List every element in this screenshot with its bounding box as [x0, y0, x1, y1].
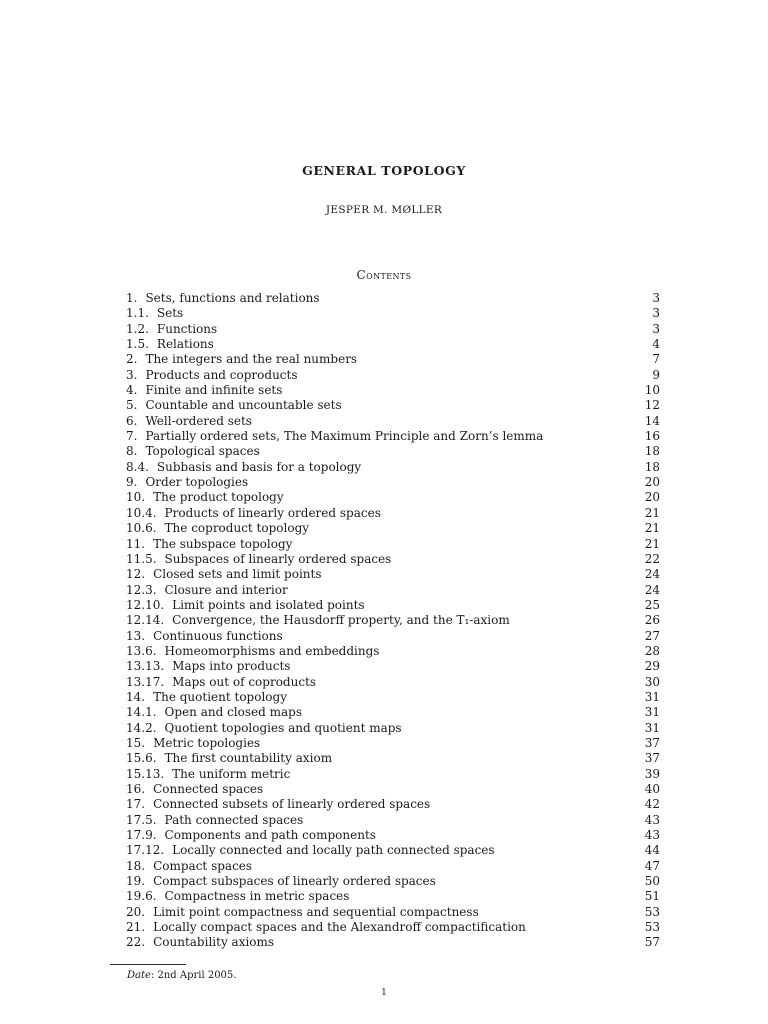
toc-entry-number: 11.	[126, 536, 146, 551]
toc-entry-heading	[126, 583, 288, 598]
toc-entry-title: Compact subspaces of linearly ordered spaces	[153, 874, 436, 889]
toc-entry-number: 10.6.	[126, 521, 157, 536]
toc-entry[interactable]	[126, 629, 660, 644]
footnote	[127, 970, 236, 981]
toc-entry-page: 3	[652, 306, 660, 321]
toc-entry-title: The product topology	[153, 490, 284, 505]
toc-entry-title: Partially ordered sets, The Maximum Principle and Zorn’s lemma	[145, 429, 544, 444]
toc-entry-heading	[126, 490, 284, 505]
toc-entry-heading	[126, 782, 263, 797]
toc-entry-title: Compactness in metric spaces	[164, 889, 350, 904]
toc-entry-number: 10.4.	[126, 505, 157, 520]
toc-entry-page: 30	[644, 674, 660, 689]
toc-entry-number: 12.10.	[126, 597, 165, 612]
toc-entry-number: 7.	[126, 429, 138, 444]
toc-entry[interactable]	[126, 659, 660, 674]
toc-entry-number: 19.	[126, 874, 146, 889]
table-of-contents	[126, 291, 660, 951]
toc-entry-title: Countability axioms	[153, 935, 275, 950]
toc-entry-heading	[126, 874, 436, 889]
toc-entry[interactable]	[126, 843, 660, 858]
toc-entry-heading	[126, 797, 430, 812]
toc-entry[interactable]	[126, 521, 660, 536]
toc-entry-title: Path connected spaces	[164, 812, 304, 827]
toc-entry[interactable]	[126, 736, 660, 751]
toc-entry-page: 42	[644, 797, 660, 812]
toc-entry-number: 4.	[126, 383, 138, 398]
toc-entry-number: 2.	[126, 352, 138, 367]
toc-entry-page: 21	[644, 536, 660, 551]
toc-entry-page: 53	[644, 904, 660, 919]
toc-entry-title: Well-ordered sets	[145, 413, 252, 428]
toc-entry-page: 29	[644, 659, 660, 674]
toc-entry-page: 25	[644, 597, 660, 612]
toc-entry-heading	[126, 337, 214, 352]
toc-entry-page: 14	[644, 413, 660, 428]
toc-entry-page: 31	[644, 705, 660, 720]
toc-entry-page: 3	[652, 321, 660, 336]
toc-entry-number: 12.14.	[126, 613, 165, 628]
toc-entry-page: 20	[644, 490, 660, 505]
toc-entry[interactable]	[126, 721, 660, 736]
toc-entry-title: Homeomorphisms and embeddings	[164, 643, 380, 658]
toc-entry-page: 12	[644, 398, 660, 413]
toc-entry-title: Order topologies	[145, 475, 249, 490]
author-name: JESPER M. MØLLER	[325, 204, 443, 216]
toc-entry[interactable]	[126, 337, 660, 352]
toc-entry-title: Products of linearly ordered spaces	[164, 505, 381, 520]
toc-entry-title: Topological spaces	[145, 444, 260, 459]
toc-entry-heading	[126, 537, 292, 552]
toc-entry[interactable]	[126, 874, 660, 889]
toc-entry-heading	[126, 352, 357, 367]
toc-entry-number: 1.	[126, 291, 138, 305]
toc-entry-title: The coproduct topology	[164, 521, 310, 536]
toc-entry-number: 15.6.	[126, 751, 157, 766]
toc-entry-page: 43	[644, 828, 660, 843]
toc-entry-heading	[126, 567, 322, 582]
toc-entry-number: 13.	[126, 628, 146, 643]
toc-entry-heading	[126, 306, 183, 321]
toc-entry-heading	[126, 721, 402, 736]
toc-entry-heading	[126, 644, 379, 659]
toc-entry[interactable]	[126, 690, 660, 705]
toc-entry-page: 22	[644, 551, 660, 566]
toc-entry[interactable]	[126, 644, 660, 659]
toc-entry[interactable]	[126, 613, 660, 628]
toc-entry-title: Metric topologies	[153, 735, 261, 750]
toc-entry-page: 31	[644, 720, 660, 735]
toc-entry-number: 17.9.	[126, 828, 157, 843]
toc-entry-title: Relations	[156, 337, 214, 352]
toc-entry-number: 1.5.	[126, 337, 149, 352]
toc-entry-heading	[126, 629, 283, 644]
toc-entry-number: 21.	[126, 920, 146, 935]
toc-entry-page: 24	[644, 567, 660, 582]
toc-entry-page: 28	[644, 643, 660, 658]
toc-entry-number: 11.5.	[126, 551, 157, 566]
toc-entry-heading	[126, 813, 303, 828]
toc-entry-number: 13.6.	[126, 643, 157, 658]
toc-entry-heading	[126, 705, 302, 720]
toc-entry[interactable]	[126, 322, 660, 337]
toc-entry-title: Closure and interior	[164, 582, 288, 597]
toc-entry-title: The integers and the real numbers	[145, 352, 358, 367]
toc-entry-heading	[126, 521, 309, 536]
document-title: GENERAL TOPOLOGY	[302, 163, 466, 178]
toc-entry-title: Limit points and isolated points	[172, 597, 365, 612]
toc-entry-number: 8.	[126, 444, 138, 459]
toc-entry-heading	[126, 843, 495, 858]
toc-entry-title: Countable and uncountable sets	[145, 398, 342, 413]
toc-entry-title: Connected spaces	[153, 782, 264, 796]
toc-entry[interactable]	[126, 398, 660, 413]
toc-entry[interactable]	[126, 782, 660, 797]
toc-entry-page: 10	[644, 383, 660, 398]
toc-entry-page: 40	[644, 782, 660, 796]
toc-entry-title: Functions	[156, 321, 218, 336]
toc-entry-page: 3	[652, 291, 660, 305]
toc-entry[interactable]	[126, 583, 660, 598]
toc-entry-page: 24	[644, 582, 660, 597]
toc-entry-heading	[126, 935, 274, 950]
toc-entry-heading	[126, 398, 342, 413]
toc-entry-number: 15.13.	[126, 766, 165, 781]
footnote-rule	[110, 964, 186, 965]
toc-entry-page: 21	[644, 505, 660, 520]
toc-entry-heading	[126, 460, 361, 475]
toc-entry[interactable]	[126, 444, 660, 459]
toc-entry-page: 31	[644, 689, 660, 704]
toc-entry-heading	[126, 828, 376, 843]
toc-entry-number: 1.2.	[126, 321, 149, 336]
toc-entry-title: Maps out of coproducts	[172, 674, 317, 689]
toc-entry[interactable]	[126, 475, 660, 490]
toc-entry-number: 1.1.	[126, 306, 149, 321]
toc-entry-heading	[126, 552, 391, 567]
toc-entry[interactable]	[126, 935, 660, 950]
toc-entry-heading	[126, 414, 252, 429]
toc-entry-title: Maps into products	[172, 659, 291, 674]
toc-entry-page: 47	[644, 858, 660, 873]
toc-entry-number: 10.	[126, 490, 146, 505]
toc-entry-heading	[126, 751, 332, 766]
toc-entry-heading	[126, 920, 526, 935]
toc-entry[interactable]	[126, 813, 660, 828]
toc-entry[interactable]	[126, 889, 660, 904]
toc-entry-page: 50	[644, 874, 660, 889]
toc-entry-number: 20.	[126, 904, 146, 919]
footnote-text: : 2nd April 2005.	[150, 970, 237, 981]
toc-entry-number: 9.	[126, 475, 138, 490]
toc-entry-heading	[126, 506, 381, 521]
toc-entry-heading	[126, 690, 287, 705]
toc-entry-number: 19.6.	[126, 889, 157, 904]
toc-entry-title: Open and closed maps	[164, 705, 303, 720]
toc-entry-title: Products and coproducts	[145, 367, 298, 382]
toc-entry-number: 8.4.	[126, 459, 149, 474]
page-number: 1	[381, 988, 387, 998]
toc-entry[interactable]	[126, 705, 660, 720]
toc-entry-title: Finite and infinite sets	[145, 383, 283, 398]
toc-entry-heading	[126, 598, 365, 613]
toc-entry-number: 17.	[126, 797, 146, 812]
toc-entry-number: 15.	[126, 735, 146, 750]
toc-entry-page: 44	[644, 843, 660, 858]
toc-entry-number: 18.	[126, 858, 146, 873]
toc-entry-title: Locally compact spaces and the Alexandroff compactification	[153, 920, 526, 935]
toc-entry-number: 12.	[126, 567, 146, 582]
toc-entry-number: 5.	[126, 398, 138, 413]
toc-entry-page: 43	[644, 812, 660, 827]
toc-entry-page: 9	[652, 367, 660, 382]
toc-entry-heading	[126, 736, 260, 751]
toc-entry-title: Sets	[156, 306, 184, 321]
toc-entry[interactable]	[126, 368, 660, 383]
toc-entry-title: Compact spaces	[153, 858, 253, 873]
toc-entry-heading	[126, 368, 298, 383]
toc-entry-title: The uniform metric	[172, 766, 291, 781]
toc-entry[interactable]	[126, 460, 660, 475]
toc-entry-page: 7	[652, 352, 660, 367]
toc-entry-page: 53	[644, 920, 660, 935]
toc-entry-title: Quotient topologies and quotient maps	[164, 720, 402, 735]
toc-entry-number: 12.3.	[126, 582, 157, 597]
toc-entry-title: Subbasis and basis for a topology	[156, 459, 362, 474]
toc-entry-title: Convergence, the Hausdorff property, and the T₁-axiom	[172, 613, 510, 628]
toc-entry[interactable]	[126, 859, 660, 874]
toc-entry[interactable]	[126, 828, 660, 843]
toc-entry[interactable]	[126, 506, 660, 521]
toc-entry-number: 13.17.	[126, 674, 165, 689]
toc-entry-number: 17.5.	[126, 812, 157, 827]
toc-entry[interactable]	[126, 383, 660, 398]
toc-entry[interactable]	[126, 352, 660, 367]
toc-entry-heading	[126, 383, 282, 398]
toc-entry-title: Continuous functions	[153, 628, 283, 643]
toc-entry-title: Components and path components	[164, 828, 376, 843]
toc-entry[interactable]	[126, 291, 660, 306]
toc-entry-number: 6.	[126, 413, 138, 428]
toc-entry[interactable]	[126, 675, 660, 690]
toc-entry-heading	[126, 322, 217, 337]
toc-entry[interactable]	[126, 490, 660, 505]
toc-entry-page: 57	[644, 935, 660, 950]
toc-entry-heading	[126, 429, 543, 444]
toc-entry-heading	[126, 889, 349, 904]
toc-entry-number: 17.12.	[126, 843, 165, 858]
toc-entry-number: 22.	[126, 935, 146, 950]
toc-entry-page: 39	[644, 766, 660, 781]
toc-entry-number: 14.1.	[126, 705, 157, 720]
toc-entry-page: 51	[644, 889, 660, 904]
toc-entry-title: The quotient topology	[153, 689, 287, 704]
toc-entry-heading	[126, 767, 290, 782]
toc-entry-heading	[126, 291, 320, 306]
toc-entry-number: 13.13.	[126, 659, 165, 674]
toc-entry[interactable]	[126, 567, 660, 582]
toc-entry-title: Sets, functions and relations	[145, 291, 320, 305]
toc-entry-page: 37	[644, 735, 660, 750]
toc-entry-page: 18	[644, 444, 660, 459]
toc-entry-number: 3.	[126, 367, 138, 382]
toc-entry-heading	[126, 859, 252, 874]
toc-entry-page: 26	[644, 613, 660, 628]
toc-entry[interactable]	[126, 414, 660, 429]
contents-heading: Contents	[356, 268, 412, 282]
toc-entry-title: Closed sets and limit points	[153, 567, 322, 582]
toc-entry-number: 16.	[126, 782, 146, 796]
toc-entry-title: Connected subsets of linearly ordered spaces	[153, 797, 431, 812]
toc-entry-number: 14.2.	[126, 720, 157, 735]
toc-entry[interactable]	[126, 429, 660, 444]
toc-entry[interactable]	[126, 751, 660, 766]
toc-entry-title: The first countability axiom	[164, 751, 333, 766]
toc-entry-page: 18	[644, 459, 660, 474]
toc-entry-title: Limit point compactness and sequential compactness	[153, 904, 479, 919]
toc-entry[interactable]	[126, 905, 660, 920]
toc-entry-heading	[126, 659, 290, 674]
toc-entry[interactable]	[126, 797, 660, 812]
toc-entry-page: 4	[652, 337, 660, 352]
toc-entry-title: Subspaces of linearly ordered spaces	[164, 551, 392, 566]
toc-entry-heading	[126, 475, 248, 490]
toc-entry-title: Locally connected and locally path connected spaces	[172, 843, 495, 858]
toc-entry-heading	[126, 905, 479, 920]
toc-entry-page: 27	[644, 628, 660, 643]
toc-entry-heading	[126, 613, 510, 628]
toc-entry[interactable]	[126, 537, 660, 552]
toc-entry[interactable]	[126, 598, 660, 613]
toc-entry-heading	[126, 675, 316, 690]
toc-entry-page: 16	[644, 429, 660, 444]
toc-entry-page: 37	[644, 751, 660, 766]
toc-entry[interactable]	[126, 767, 660, 782]
toc-entry-number: 14.	[126, 689, 146, 704]
footnote-label: Date	[127, 970, 151, 981]
toc-entry-title: The subspace topology	[153, 536, 293, 551]
toc-entry-page: 20	[644, 475, 660, 490]
toc-entry[interactable]	[126, 920, 660, 935]
toc-entry-page: 21	[644, 521, 660, 536]
toc-entry[interactable]	[126, 552, 660, 567]
toc-entry[interactable]	[126, 306, 660, 321]
toc-entry-heading	[126, 444, 260, 459]
